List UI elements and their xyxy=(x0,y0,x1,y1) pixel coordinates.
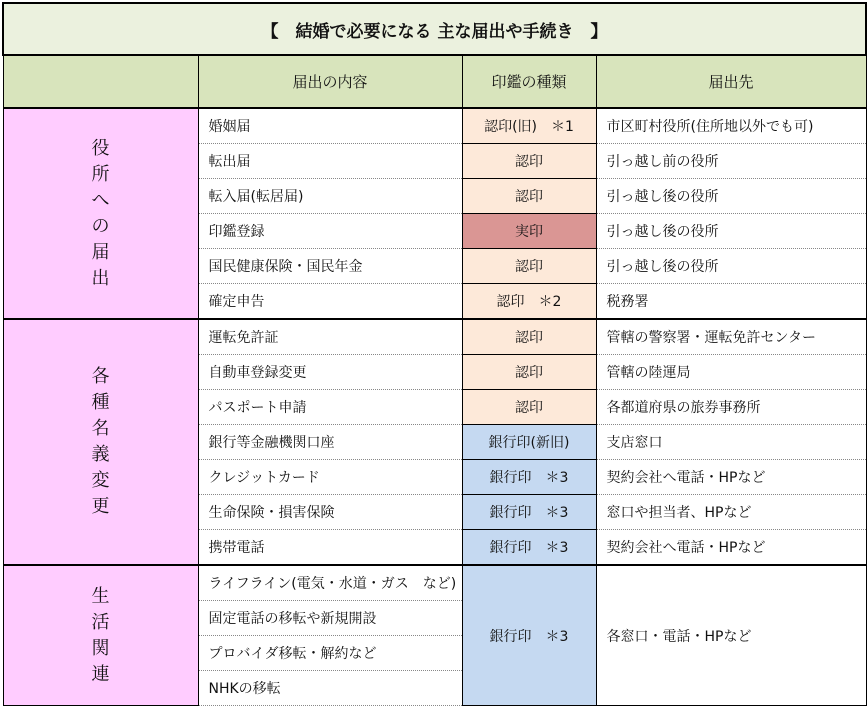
table-cell-seal: 認印 ＊2 xyxy=(462,284,596,320)
table-cell-destination: 契約会社へ電話・HPなど xyxy=(596,530,866,566)
table-cell-content: 携帯電話 xyxy=(198,530,462,566)
table-cell-content: 固定電話の移転や新規開設 xyxy=(198,601,462,636)
header-seal: 印鑑の種類 xyxy=(462,55,596,108)
header-content: 届出の内容 xyxy=(198,55,462,108)
table-cell-seal: 認印 xyxy=(462,144,596,179)
table-cell-seal: 銀行印 ＊3 xyxy=(462,495,596,530)
table-cell-content: 生命保険・損害保険 xyxy=(198,495,462,530)
table-cell-seal: 認印 xyxy=(462,355,596,390)
table-cell-content: NHKの移転 xyxy=(198,671,462,706)
table-cell-content: プロバイダ移転・解約など xyxy=(198,636,462,671)
table-cell-seal-merged: 銀行印 ＊3 xyxy=(462,565,596,706)
table-cell-content: 国民健康保険・国民年金 xyxy=(198,249,462,284)
table-cell-content: 婚姻届 xyxy=(198,108,462,144)
table-cell-destination: 各都道府県の旅券事務所 xyxy=(596,390,866,425)
table-cell-content: 確定申告 xyxy=(198,284,462,320)
table-cell-destination: 引っ越し後の役所 xyxy=(596,179,866,214)
header-destination: 届出先 xyxy=(596,55,866,108)
table-cell-destination: 引っ越し後の役所 xyxy=(596,249,866,284)
table-cell-destination: 支店窓口 xyxy=(596,425,866,460)
table-cell-destination: 引っ越し前の役所 xyxy=(596,144,866,179)
table-cell-seal: 実印 xyxy=(462,214,596,249)
table-cell-seal: 認印 xyxy=(462,319,596,355)
table-cell-seal: 銀行印(新旧) xyxy=(462,425,596,460)
table-cell-content: 運転免許証 xyxy=(198,319,462,355)
table-cell-destination: 引っ越し後の役所 xyxy=(596,214,866,249)
table-cell-seal: 銀行印 ＊3 xyxy=(462,530,596,566)
table-cell-content: クレジットカード xyxy=(198,460,462,495)
table-cell-destination: 管轄の陸運局 xyxy=(596,355,866,390)
category-yakusho: 役 所 へ の 届 出 xyxy=(3,108,198,319)
table-cell-destination-merged: 各窓口・電話・HPなど xyxy=(596,565,866,706)
table-cell-content: ライフライン(電気・水道・ガス など) xyxy=(198,565,462,601)
category-meigi-henkou: 各 種 名 義 変 更 xyxy=(3,319,198,565)
table-cell-content: 転出届 xyxy=(198,144,462,179)
table-cell-destination: 市区町村役所(住所地以外でも可) xyxy=(596,108,866,144)
header-blank xyxy=(3,55,198,108)
procedures-table xyxy=(2,2,867,706)
table-cell-destination: 管轄の警察署・運転免許センター xyxy=(596,319,866,355)
table-cell-seal: 認印 xyxy=(462,179,596,214)
category-seikatsu-kanren: 生 活 関 連 xyxy=(3,565,198,706)
table-cell-content: 印鑑登録 xyxy=(198,214,462,249)
table-cell-content: 銀行等金融機関口座 xyxy=(198,425,462,460)
table-cell-content: 転入届(転居届) xyxy=(198,179,462,214)
page-title: 【 結婚で必要になる 主な届出や手続き 】 xyxy=(3,3,866,55)
table-cell-destination: 税務署 xyxy=(596,284,866,320)
table-cell-destination: 契約会社へ電話・HPなど xyxy=(596,460,866,495)
table-cell-seal: 銀行印 ＊3 xyxy=(462,460,596,495)
table-cell-seal: 認印 xyxy=(462,390,596,425)
table-cell-seal: 認印 xyxy=(462,249,596,284)
table-cell-content: パスポート申請 xyxy=(198,390,462,425)
table-cell-content: 自動車登録変更 xyxy=(198,355,462,390)
table-cell-seal: 認印(旧) ＊1 xyxy=(462,108,596,144)
table-cell-destination: 窓口や担当者、HPなど xyxy=(596,495,866,530)
